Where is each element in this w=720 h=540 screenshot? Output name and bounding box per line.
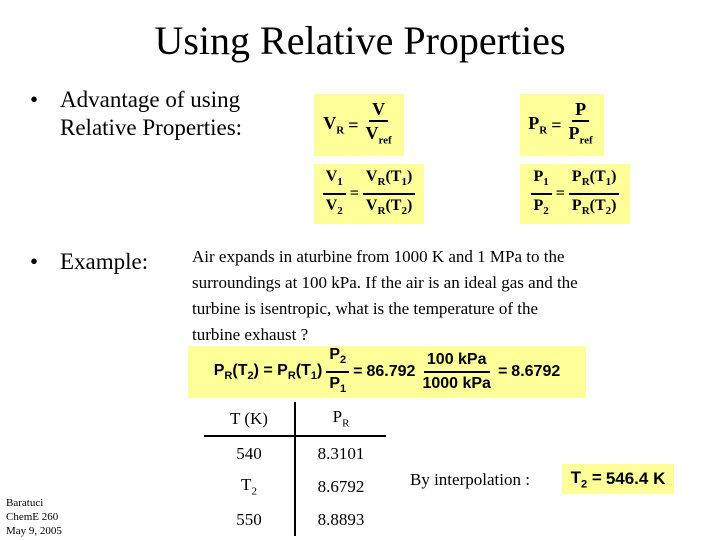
table-row: 550 8.8893 bbox=[204, 503, 386, 536]
example-equation: $P_R(T_2) = P_R(T_1)$ $\frac{P_2}{P_1}$ = 86.792 $\frac{\text{100 kPa}}{\text{1000 kPa}}$ = 8.6792 bbox=[188, 346, 586, 398]
interpolation-table bbox=[204, 402, 386, 536]
vr-fraction: $\frac{V}{V_{ref}}$ bbox=[365, 99, 392, 147]
interpolation-label: By interpolation : bbox=[410, 470, 530, 489]
bullet-advantage-line1: Advantage of using bbox=[60, 87, 241, 112]
table-row: $T_2$ 8.6792 bbox=[204, 470, 386, 503]
bullet-advantage-line2: Relative Properties: bbox=[60, 115, 243, 140]
footer-credits: Baratuci ChemE 260 May 9, 2005 bbox=[6, 497, 62, 537]
bullet-dot: • bbox=[30, 87, 39, 112]
t2-result: $T_2$ = 546.4 K bbox=[562, 464, 674, 494]
pr-lhs: $P_R$ bbox=[528, 113, 548, 137]
v-ratio-equation: $\frac{V_1}{V_2}$ = $\frac{V_R(T_1)}{V_R(T_2)}$ bbox=[314, 164, 424, 224]
pr-definition-equation: $P_R$ = $\frac{P}{P_{ref}}$ bbox=[520, 94, 604, 156]
bullet-example: • Example: bbox=[30, 249, 149, 274]
slide-title: Using Relative Properties bbox=[154, 18, 566, 63]
header-pr: $P_R$ bbox=[295, 402, 386, 436]
header-t: T (K) bbox=[204, 402, 295, 436]
vr-definition-equation: $V_R$ = $\frac{V}{V_{ref}}$ bbox=[314, 94, 404, 156]
p-ratio-equation: $\frac{P_1}{P_2}$ = $\frac{P_R(T_1)}{P_R(T_2)}$ bbox=[520, 164, 630, 224]
table-header-row bbox=[204, 402, 386, 436]
pr-fraction: $\frac{P}{P_{ref}}$ bbox=[568, 99, 593, 147]
vr-lhs: $V_R$ bbox=[323, 113, 345, 137]
example-problem-text: Air expands in aturbine from 1000 K and 1 MPa to the surroundings at 100 kPa. If the air is an ideal gas and the turbine is isentropic, what is the temperature of the turbine exhaust ? bbox=[192, 247, 578, 344]
table-row: 540 8.3101 bbox=[204, 436, 386, 470]
bullet-advantage bbox=[30, 86, 242, 142]
bullet-example-label: Example: bbox=[60, 249, 149, 274]
